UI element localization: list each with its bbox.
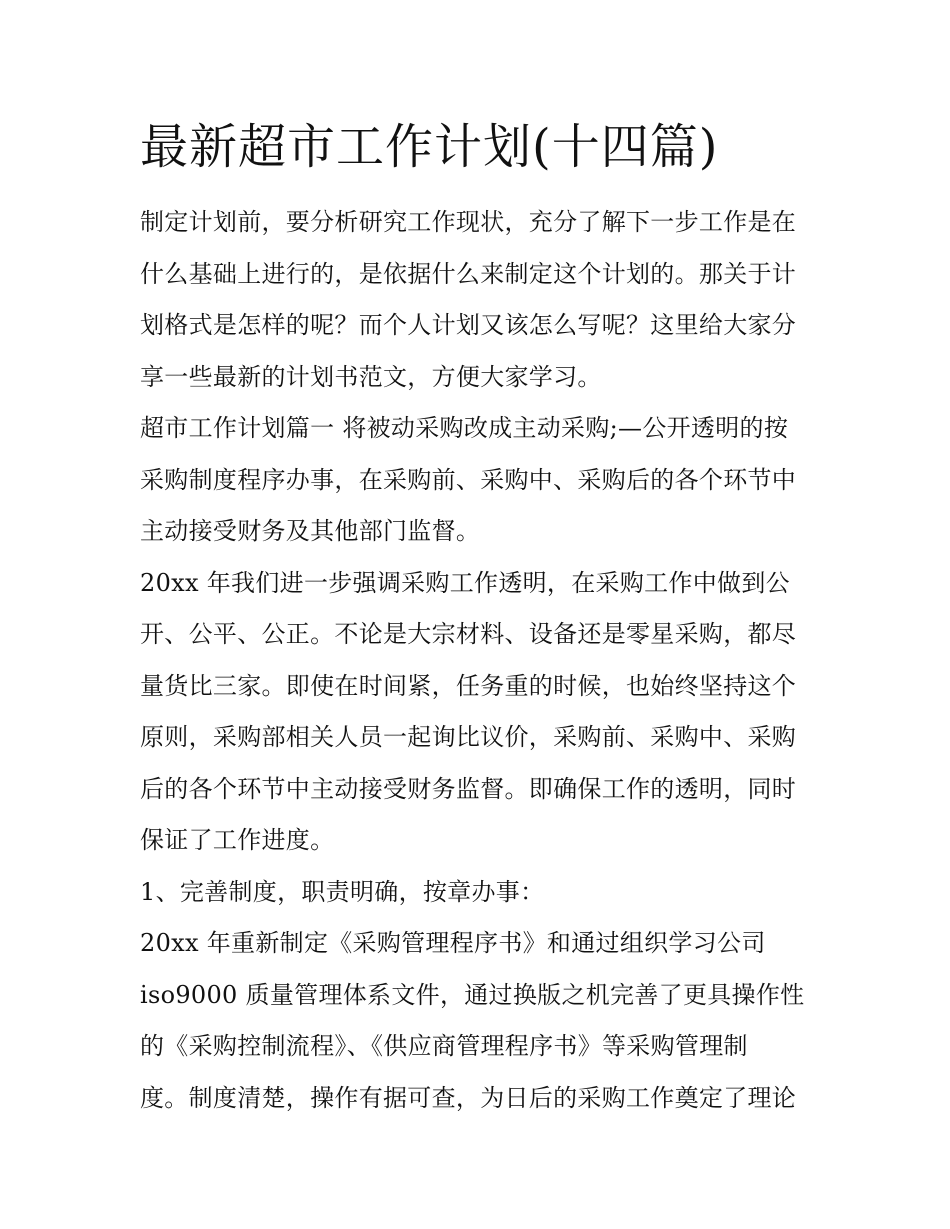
body-line: 20xx 年我们进一步强调采购工作透明，在采购工作中做到公 (140, 568, 790, 597)
body-line: 原则，采购部相关人员一起询比议价，采购前、采购中、采购 (140, 723, 797, 751)
document-body (140, 197, 820, 1124)
body-line: 主动接受财务及其他部门监督。 (140, 517, 481, 545)
body-line: 度。制度清楚，操作有据可查，为日后的采购工作奠定了理论 (140, 1083, 797, 1112)
document-title: 最新超市工作计划(十四篇) (140, 119, 719, 175)
body-line: 制定计划前，要分析研究工作现状，充分了解下一步工作是在 (140, 208, 797, 236)
body-line: 开、公平、公正。不论是大宗材料、设备还是零星采购，都尽 (140, 620, 797, 648)
body-line: 超市工作计划篇一 将被动采购改成主动采购;—公开透明的按 (140, 414, 789, 442)
body-line: 量货比三家。即使在时间紧，任务重的时候，也始终坚持这个 (140, 671, 797, 700)
body-line: 20xx 年重新制定《采购管理程序书》和通过组织学习公司 (140, 929, 766, 957)
body-line: 什么基础上进行的，是依据什么来制定这个计划的。那关于计 (140, 259, 797, 288)
body-line: 后的各个环节中主动接受财务监督。即确保工作的透明，同时 (140, 774, 797, 803)
body-line: 划格式是怎样的呢？而个人计划又该怎么写呢？这里给大家分 (140, 311, 797, 339)
body-line: iso9000 质量管理体系文件，通过换版之机完善了更具操作性 (140, 980, 805, 1009)
body-line: 享一些最新的计划书范文，方便大家学习。 (140, 362, 602, 391)
body-line: 保证了工作进度。 (140, 826, 335, 854)
body-line: 的《采购控制流程》、《供应商管理程序书》等采购管理制 (140, 1032, 748, 1060)
body-line: 1、完善制度，职责明确，按章办事： (140, 877, 545, 906)
body-line: 采购制度程序办事，在采购前、采购中、采购后的各个环节中 (140, 465, 797, 494)
